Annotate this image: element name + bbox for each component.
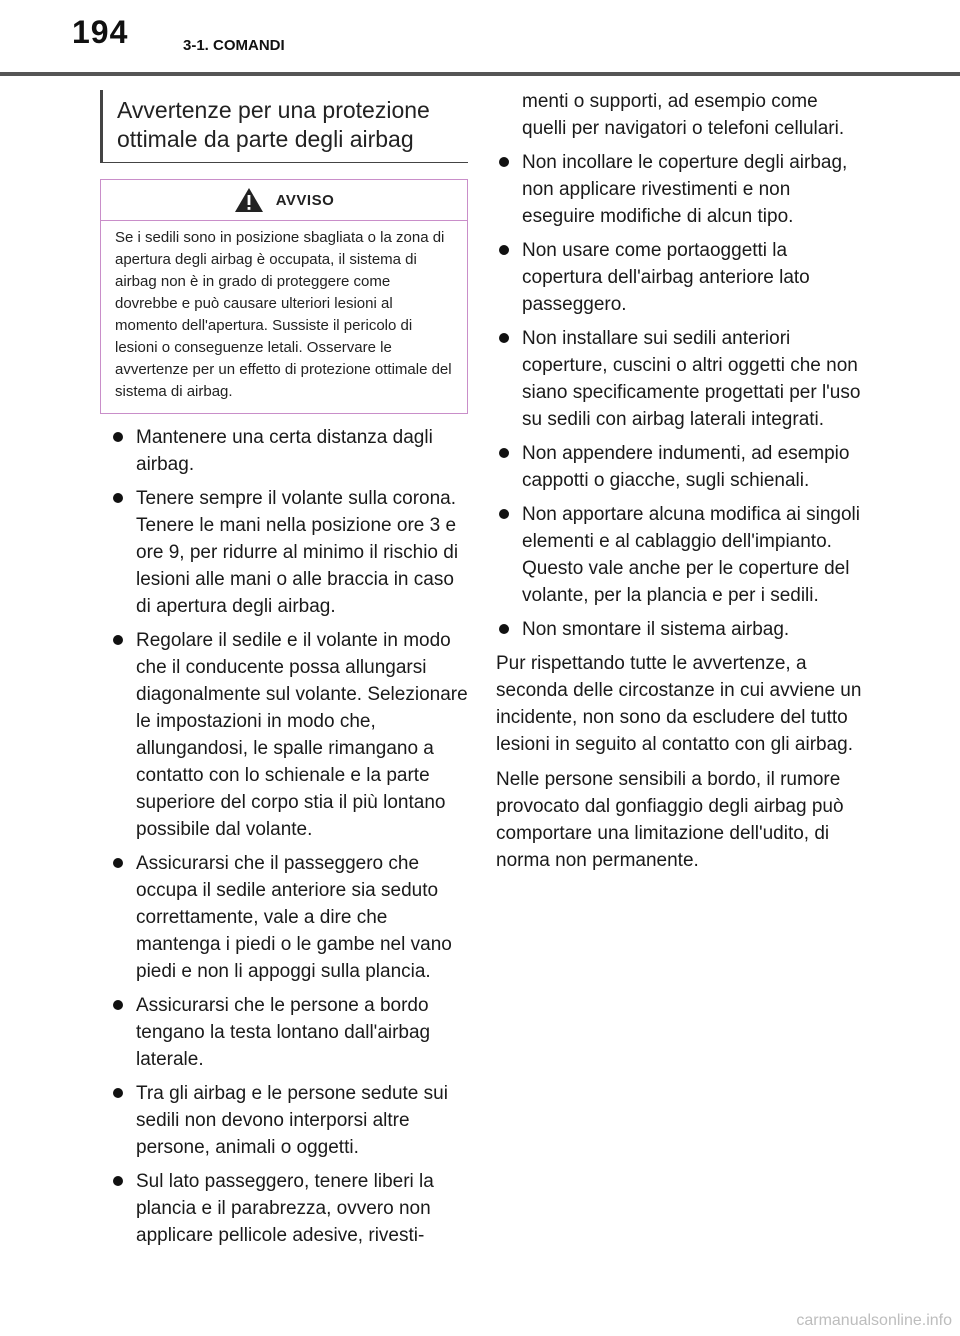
bullet-dot-icon [499, 157, 509, 167]
bullet-item [496, 325, 862, 433]
warning-box [100, 179, 468, 414]
bullet-dot-icon [499, 448, 509, 458]
right-column [496, 88, 862, 882]
bullet-dot-icon [113, 1088, 123, 1098]
bullet-text: Assicurarsi che le persone a bordo tengano la testa lontano dall'airbag laterale. [136, 995, 431, 1070]
bullet-dot-icon [499, 624, 509, 634]
left-column [100, 90, 468, 1256]
bullet-text: Mantenere una certa distanza dagli airbag. [136, 427, 433, 475]
left-bullet-list [100, 424, 468, 1249]
bullet-text: Non installare sui sedili anteriori coperture, cuscini o altri oggetti che non siano specificamente progettati per l'uso su sedili con airbag laterali integrati. [522, 328, 861, 430]
bullet-item [110, 485, 468, 620]
bullet-text: Assicurarsi che il passeggero che occupa il sedile anteriore sia seduto correttamente, vale a dire che mantenga i piedi o le gambe nel vano piedi e non li appoggi sulla plancia. [136, 853, 452, 982]
bullet-text: Non appendere indumenti, ad esempio cappotti o giacche, sugli schienali. [522, 443, 850, 491]
footer-watermark: carmanualsonline.info [796, 1312, 952, 1329]
bullet-text: Non usare come portaoggetti la copertura dell'airbag anteriore lato passeggero. [522, 240, 810, 315]
paragraph-1: Pur rispettando tutte le avvertenze, a seconda delle circostanze in cui avviene un incidente, non sono da escludere del tutto lesioni in seguito al contatto con gli airbag. [496, 653, 862, 755]
bullet-text: Non incollare le coperture degli airbag, non applicare rivestimenti e non eseguire modifiche di alcun tipo. [522, 152, 848, 227]
bullet-item [110, 424, 468, 478]
bullet-text: Non smontare il sistema airbag. [522, 619, 790, 640]
bullet-dot-icon [113, 1000, 123, 1010]
subheading: Avvertenze per una protezione ottimale da parte degli airbag [100, 90, 468, 163]
bullet-dot-icon [499, 333, 509, 343]
bullet-dot-icon [499, 245, 509, 255]
bullet-item [496, 616, 862, 643]
bullet-dot-icon [113, 432, 123, 442]
page-number: 194 [72, 14, 129, 50]
bullet-item [110, 1080, 468, 1161]
page-header [0, 0, 960, 76]
continued-text: menti o supporti, ad esempio come quelli per navigatori o telefoni cellulari. [522, 91, 845, 139]
bullet-dot-icon [113, 858, 123, 868]
bullet-item [110, 850, 468, 985]
right-bullet-list [496, 149, 862, 643]
bullet-dot-icon [113, 1176, 123, 1186]
warning-title: AVVISO [275, 191, 335, 209]
bullet-item [110, 627, 468, 843]
bullet-item [110, 992, 468, 1073]
bullet-dot-icon [113, 493, 123, 503]
section-title: 3-1. COMANDI [183, 37, 285, 54]
bullet-text: Non apportare alcuna modifica ai singoli elementi e al cablaggio dell'impianto. Questo vale anche per le coperture del volante, per la plancia e per i sedili. [522, 504, 860, 606]
warning-triangle-icon [234, 187, 264, 213]
header-rule [0, 72, 960, 76]
bullet-text: Tra gli airbag e le persone sedute sui sedili non devono interporsi altre persone, animali o oggetti. [136, 1083, 448, 1158]
warning-text: Se i sedili sono in posizione sbagliata o la zona di apertura degli airbag è occupata, il sistema di airbag non è in grado di proteggere come dovrebbe e può causare ulteriori lesioni al momento dell'apertura. Sussiste il pericolo di lesioni o conseguenze letali. Osservare le avvertenze per un effetto di protezione ottimale del sistema di airbag. [115, 229, 452, 400]
warning-header [101, 180, 467, 221]
paragraph-2: Nelle persone sensibili a bordo, il rumore provocato dal gonfiaggio degli airbag può comportare una limitazione dell'udito, di norma non permanente. [496, 769, 844, 871]
bullet-dot-icon [113, 635, 123, 645]
bullet-item [496, 237, 862, 318]
bullet-dot-icon [499, 509, 509, 519]
bullet-item [496, 501, 862, 609]
bullet-item [496, 149, 862, 230]
bullet-text: Regolare il sedile e il volante in modo che il conducente possa allungarsi diagonalmente sul volante. Selezionare le impostazioni in modo che, allungandosi, le spalle rimangano a contatto con lo schienale e la parte superiore del corpo stia il più lontano possibile dal volante. [136, 630, 468, 840]
bullet-text: Tenere sempre il volante sulla corona. Tenere le mani nella posizione ore 3 e ore 9, per ridurre al minimo il rischio di lesioni alle mani o alle braccia in caso di apertura degli airbag. [136, 488, 459, 617]
bullet-item [496, 440, 862, 494]
bullet-text: Sul lato passeggero, tenere liberi la plancia e il parabrezza, ovvero non applicare pellicole adesive, rivesti- [136, 1171, 434, 1246]
bullet-item [110, 1168, 468, 1249]
